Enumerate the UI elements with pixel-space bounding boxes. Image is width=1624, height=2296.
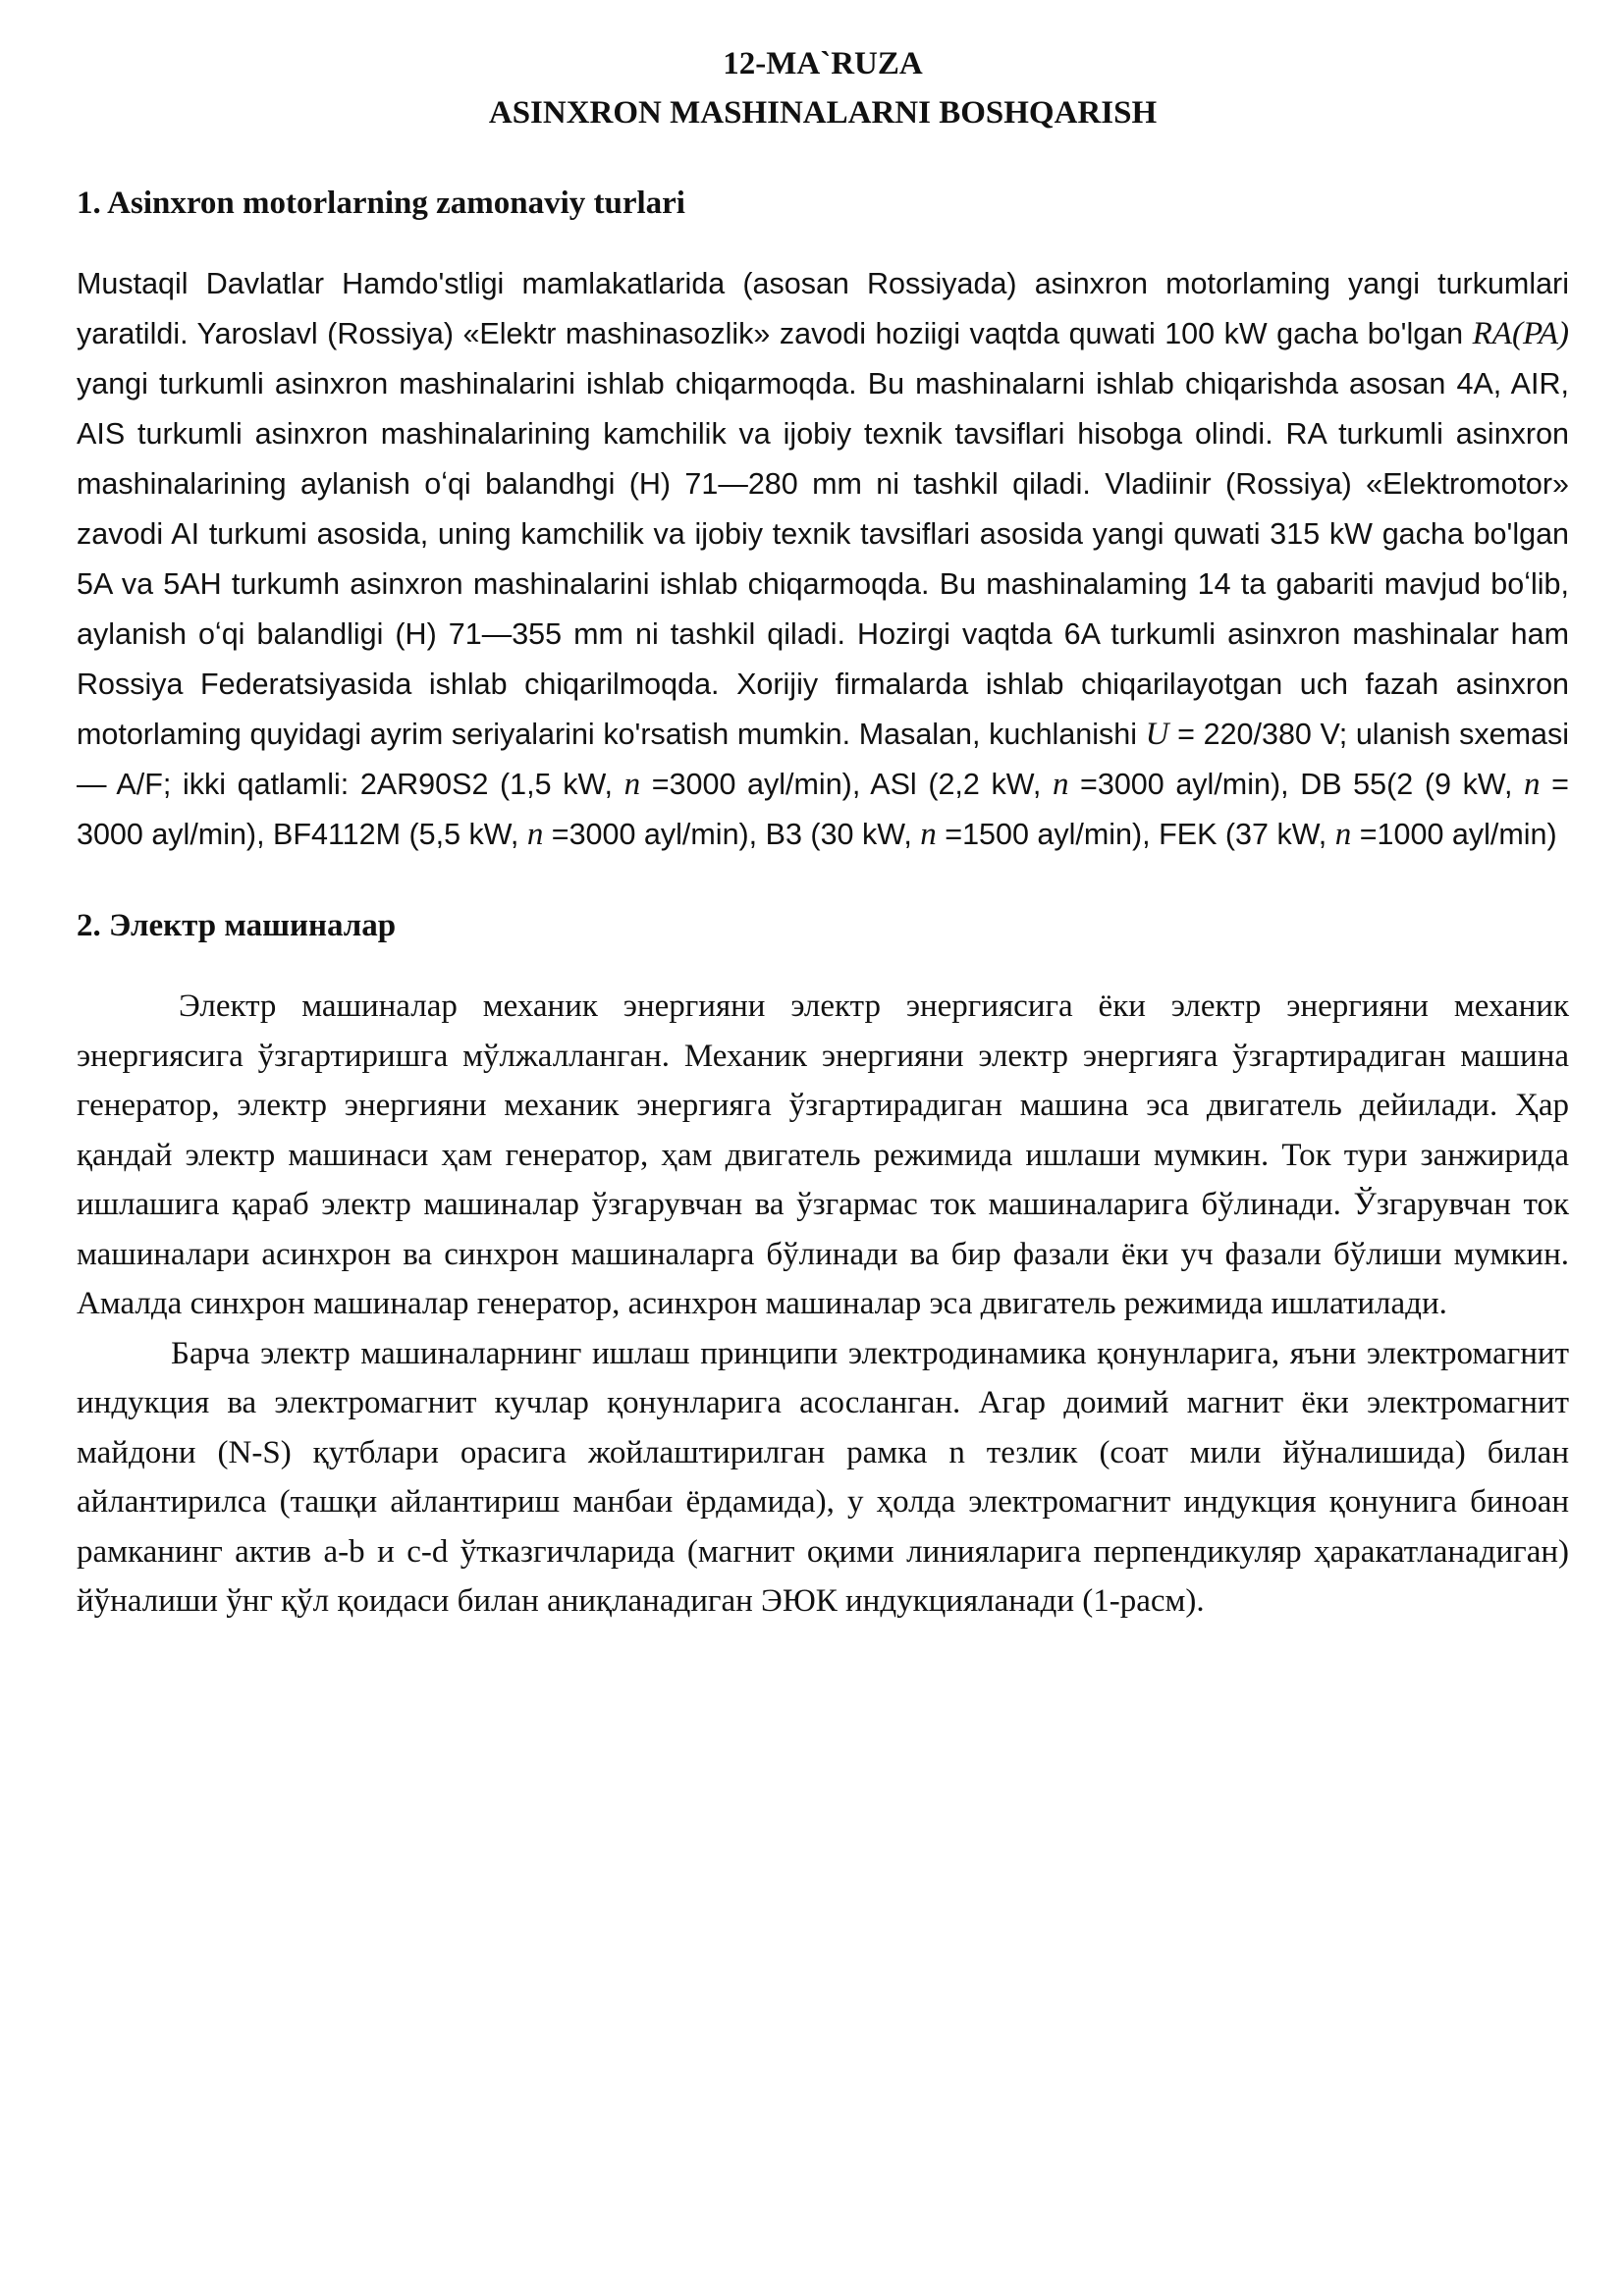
section-2-paragraph-2: Барча электр машиналарнинг ишлаш принципи электродинамика қонунларига, яъни электромагнит индукция ва электромагнит кучлар қонунларига асосланган. Агар доимий магнит ёки электромагнит майдони (N-S) қутблари орасига жойлаштирилган рамка n тезлик (соат мили йўналишида) билан айлантирилса (ташқи айлантириш манбаи ёрдамида), у ҳолда электромагнит индукция қонунига биноан рамканинг актив a-b и c-d ўтказгичларида (магнит оқими линияларига перпендикуляр ҳаракатланадиган) йўналиши ўнг қўл қоидаси билан аниқланадиган ЭЮК индукцияланади (1-расм).: [77, 1335, 1569, 1619]
lecture-heading: [77, 39, 1569, 137]
section-2-title: 2. Электр машиналар: [77, 908, 397, 943]
lecture-title: ASINXRON MASHINALARNI BOSHQARISH: [488, 95, 1158, 131]
document-page: [77, 39, 1569, 1627]
section-1-title: 1. Asinxron motorlarning zamonaviy turlari: [77, 186, 685, 221]
section-2-paragraph-1: Электр машиналар механик энергияни электр энергиясига ёки электр энергияни механик энергиясига ўзгартиришга мўлжалланган. Механик энергияни электр энергияга ўзгартирадиган машина генератор, электр энергияни механик энергияга ўзгартирадиган машина эса двигатель дейилади. Ҳар қандай электр машинаси ҳам генератор, ҳам двигатель режимида ишлаши мумкин. Ток тури занжирида ишлашига қараб электр машиналар ўзгарувчан ва ўзгармас ток машиналарига бўлинади. Ўзгарувчан ток машиналари асинхрон ва синхрон машиналарга бўлинади ва бир фазали ёки уч фазали бўлиши мумкин. Амалда синхрон машиналар генератор, асинхрон машиналар эса двигатель режимида ишлатилади.: [77, 988, 1569, 1321]
section-1-paragraph: Mustaqil Davlatlar Hamdo'stligi mamlakatlarida (asosan Rossiyada) asinxron motorlaming yangi turkumlari yaratildi. Yaroslavl (Rossiya) «Elektr mashinasozlik» zavodi hoziigi vaqtda quwati 100 kW gacha bo'lgan RA(PA) yangi turkumli asinxron mashinalarini ishlab chiqarmoqda. Bu mashinalarni ishlab chiqarishda asosan 4A, AIR, AIS turkumli asinxron mashinalarining kamchilik va ijobiy texnik tavsiflari hisobga olindi. RA turkumli asinxron mashinalarining aylanish oʻqi balandhgi (H) 71—280 mm ni tashkil qiladi. Vladiinir (Rossiya) «Elektromotor» zavodi AI turkumi asosida, uning kamchilik va ijobiy texnik tavsiflari asosida yangi quwati 315 kW gacha bo'lgan 5A va 5AH turkumh asinxron mashinalarini ishlab chiqarmoqda. Bu mashinalaming 14 ta gabariti mavjud boʻlib, aylanish oʻqi balandligi (H) 71—355 mm ni tashkil qiladi. Hozirgi vaqtda 6A turkumli asinxron mashinalar ham Rossiya Federatsiyasida ishlab chiqarilmoqda. Xorijiy firmalarda ishlab chiqarilayotgan uch fazah asinxron motorlaming quyidagi ayrim seriyalarini ko'rsatish mumkin. Masalan, kuchlanishi U = 220/380 V; ulanish sxemasi — A/F; ikki qatlamli: 2AR90S2 (1,5 kW, n =3000 ayl/min), ASl (2,2 kW, n =3000 ayl/min), DB 55(2 (9 kW, n = 3000 ayl/min), BF4112M (5,5 kW, n =3000 ayl/min), B3 (30 kW, n =1500 ayl/min), FEK (37 kW, n =1000 ayl/min): [77, 267, 1569, 852]
lecture-number: 12-MA`RUZA: [723, 46, 923, 81]
